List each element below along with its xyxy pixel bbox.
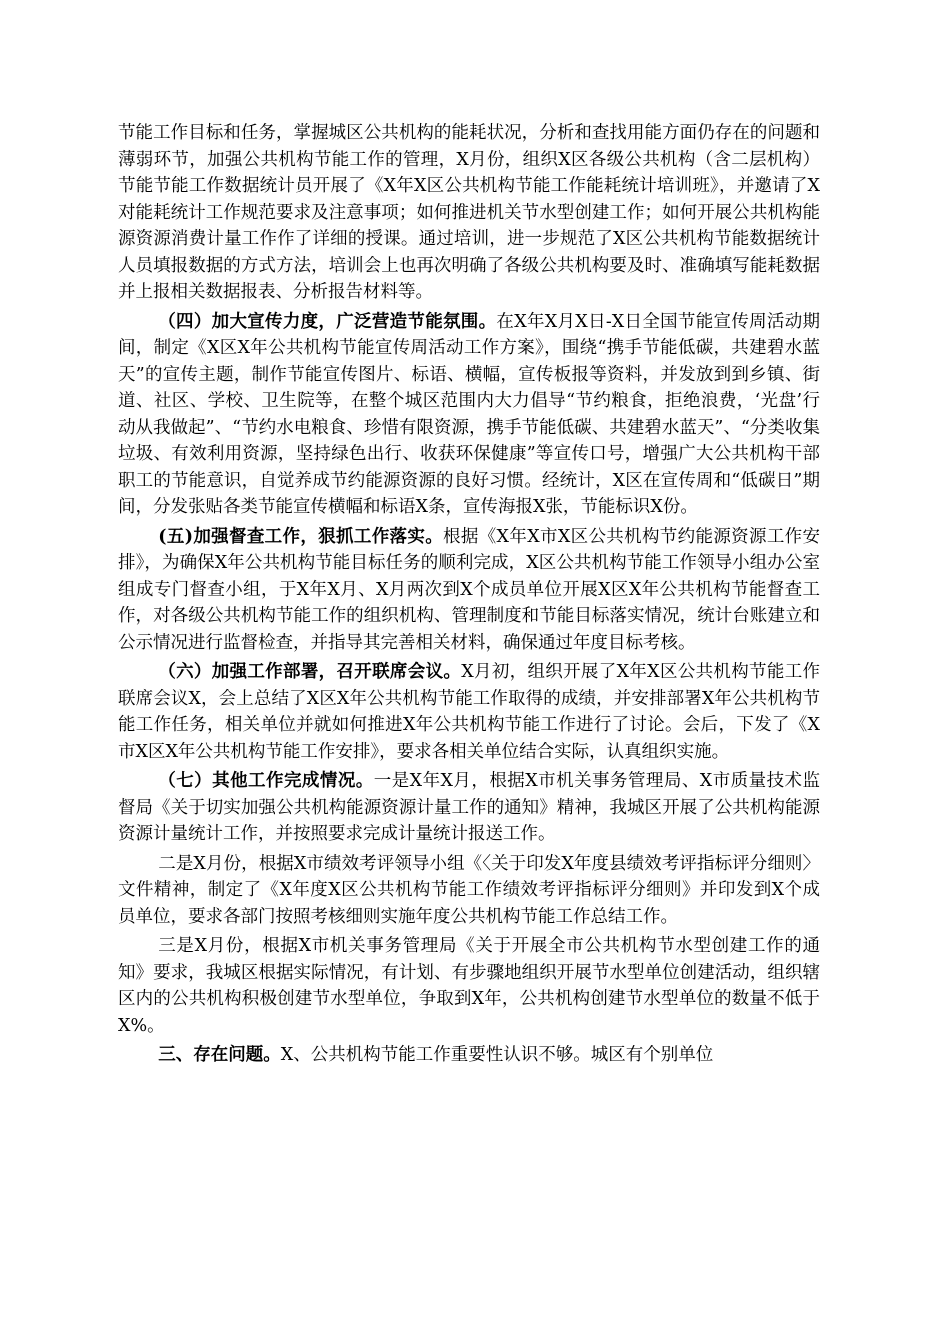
- paragraph-text: X月初，组织开展了X年X区公共机构节能工作联席会议X，会上总结了X区X年公共机构节能工作取得的成绩，并安排部署X年公共机构节能工作任务，相关单位并就如何推进X年公共机构节能工作进行了讨论。会后，下发了《X市X区X年公共机构节能工作安排》，要求各相关单位结合实际，认真组织实施。: [118, 662, 821, 762]
- paragraph-energy-statistics-training: [118, 120, 820, 306]
- paragraph-supervision: [118, 524, 820, 657]
- paragraph-text: 在X年X月X日-X日全国节能宣传周活动期间，制定《X区X年公共机构节能宣传周活动工作方案》，围绕“携手节能低碳，共建碧水蓝天”的宣传主题，制作节能宣传图片、标语、横幅，宣传板报等资料，并发放到到乡镇、街道、社区、学校、卫生院等，在整个城区范围内大力倡导“节约粮食，拒绝浪费，‘光盘’行动从我做起”、“节约水电粮食、珍惜有限资源，携手节能低碳、共建碧水蓝天”、“分类收集垃圾、有效利用资源，坚持绿色出行、收获环保健康”等宣传口号，增强广大公共机构干部职工的节能意识，自觉养成节约能源资源的良好习惯。经统计，X区在宣传周和“低碳日”期间，分发张贴各类节能宣传横幅和标语X条，宣传海报X张，节能标识X份。: [118, 311, 821, 517]
- section-heading-7: （七）其他工作完成情况。: [158, 771, 374, 791]
- paragraph-third-item: [118, 933, 820, 1039]
- paragraph-publicity: [118, 309, 820, 521]
- paragraph-second-item: [118, 851, 820, 931]
- paragraph-text: 根据《X年X市X区公共机构节约能源资源工作安排》，为确保X年公共机构节能目标任务的顺利完成，X区公共机构节能工作领导小组办公室组成专门督查小组，于X年X月、X月两次到X个成员单位开展X区X年公共机构节能督查工作，对各级公共机构节能工作的组织机构、管理制度和节能目标落实情况，统计台账建立和公示情况进行监督检查，并指导其完善相关材料，确保通过年度目标考核。: [118, 526, 821, 653]
- section-heading-4: （四）加大宣传力度，广泛营造节能氛围。: [158, 311, 497, 332]
- paragraph-text: 节能工作目标和任务，掌握城区公共机构的能耗状况，分析和查找用能方面仍存在的问题和薄弱环节，加强公共机构节能工作的管理，X月份，组织X区各级公共机构（含二层机构）节能节能工作数据统计员开展了《X年X区公共机构节能工作能耗统计培训班》，并邀请了X对能耗统计工作规范要求及注意事项；如何推进机关节水型创建工作；如何开展公共机构能源资源消费计量工作作了详细的授课。通过培训，进一步规范了X区公共机构节能数据统计人员填报数据的方式方法，培训会上也再次明确了各级公共机构要及时、准确填写能耗数据并上报相关数据报表、分析报告材料等。: [118, 123, 820, 302]
- paragraph-joint-meeting: [118, 659, 820, 765]
- document-page: [118, 120, 820, 1072]
- paragraph-existing-problems: [118, 1042, 820, 1069]
- section-heading-6: （六）加强工作部署，召开联席会议。: [158, 662, 462, 682]
- paragraph-other-work: [118, 768, 820, 848]
- paragraph-text: 二是X月份，根据X市绩效考评领导小组《〈关于印发X年度县绩效考评指标评分细则〉文件精神，制定了《X年度X区公共机构节能工作绩效考评指标评分细则》并印发到X个成员单位，要求各部门按照考核细则实施年度公共机构节能工作总结工作。: [118, 853, 820, 927]
- paragraph-text: X、公共机构节能工作重要性认识不够。城区有个别单位: [280, 1045, 714, 1065]
- paragraph-text: 三是X月份，根据X市机关事务管理局《关于开展全市公共机构节水型创建工作的通知》要求，我城区根据实际情况，有计划、有步骤地组织开展节水型单位创建活动，组织辖区内的公共机构积极创建节水型单位，争取到X年，公共机构创建节水型单位的数量不低于X%。: [118, 936, 820, 1036]
- section-heading-5: (五)加强督查工作，狠抓工作落实。: [158, 526, 444, 547]
- paragraph-text: 一是X年X月，根据X市机关事务管理局、X市质量技术监督局《关于切实加强公共机构能源资源计量工作的通知》精神，我城区开展了公共机构能源资源计量统计工作，并按照要求完成计量统计报送工作。: [118, 771, 820, 844]
- section-heading-problems: 三、存在问题。: [158, 1045, 281, 1065]
